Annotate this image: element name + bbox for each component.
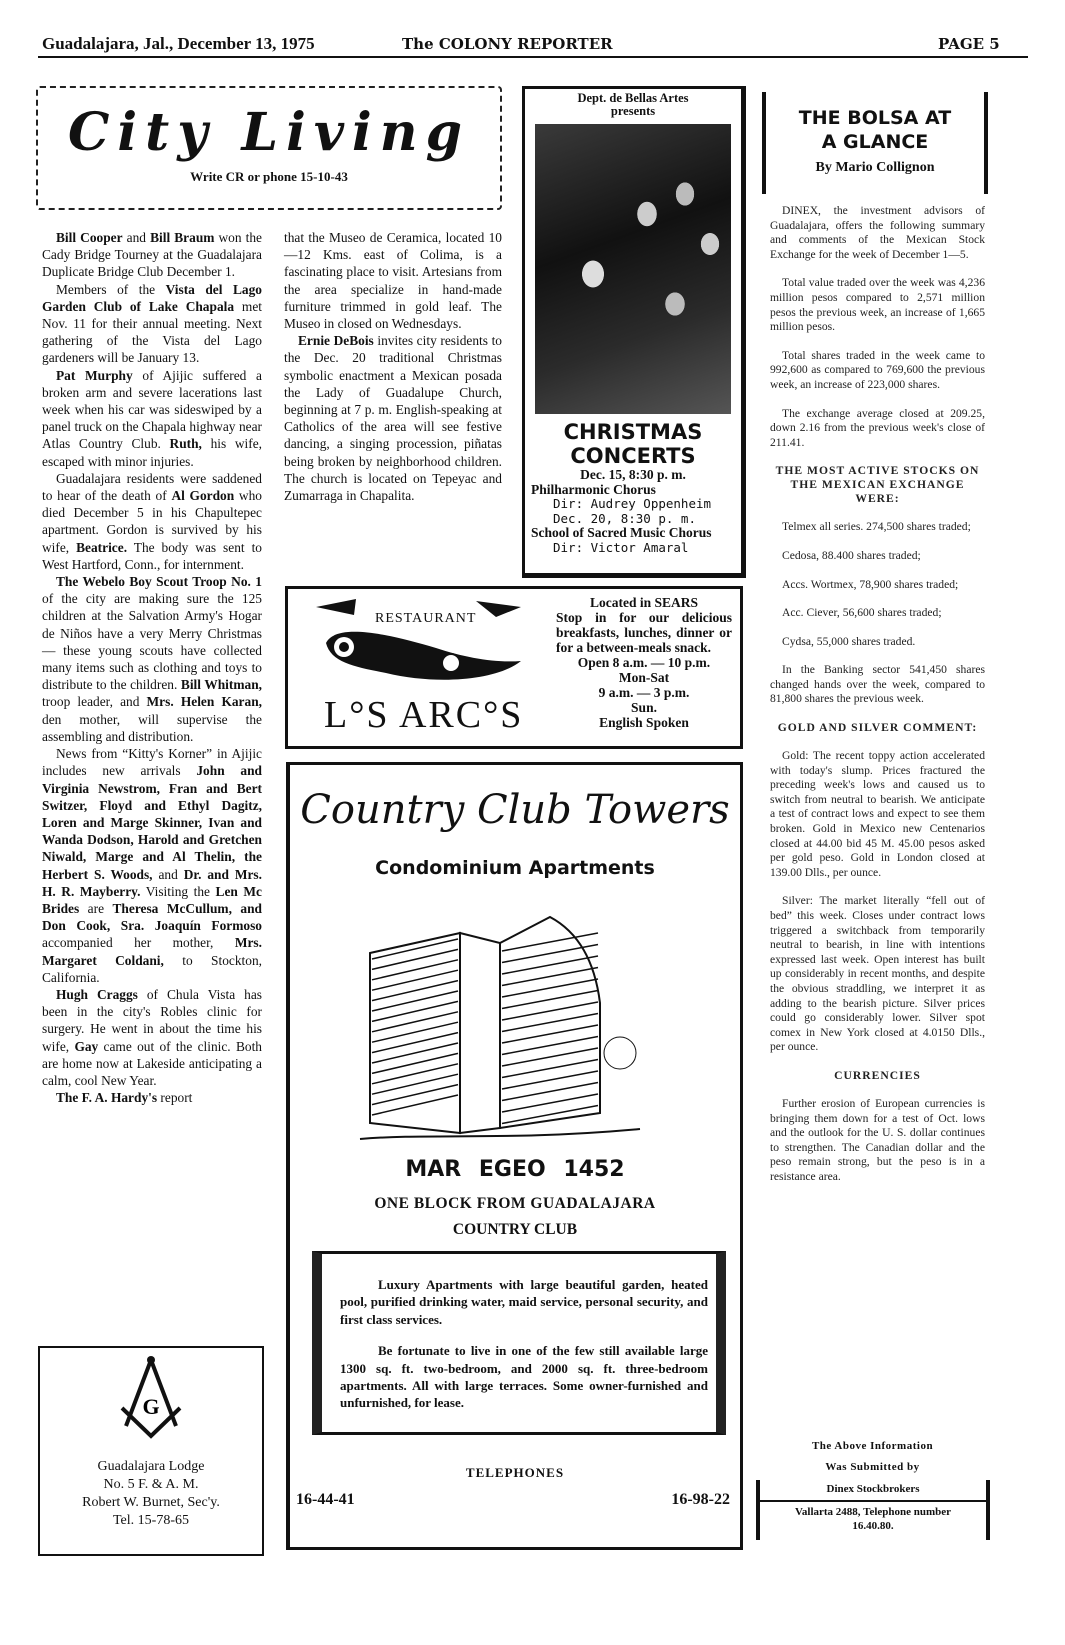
location-line1: ONE BLOCK FROM GUADALAJARA — [374, 1195, 656, 1212]
phone-1: 16-44-41 — [296, 1491, 355, 1508]
bold-name: Hugh Craggs — [56, 986, 138, 1002]
bold-name: Pat Murphy — [56, 367, 133, 383]
bold-name: The F. A. Hardy's — [56, 1090, 158, 1106]
article-paragraph — [42, 229, 262, 281]
dateline: Guadalajara, Jal., December 13, 1975 — [42, 34, 315, 53]
text-segment: of Ajijic suffered a broken arm and severe lacerations last week when his car was sideswiped by a panel truck on the Chapala highway near Atlas Country Club. — [42, 367, 262, 452]
weekday-hours: Open 8 a.m. — 10 p.m. — [577, 655, 711, 670]
text-segment: and — [152, 866, 184, 882]
section-heading: CURRENCIES — [834, 1068, 921, 1082]
telephones-label: TELEPHONES — [465, 1465, 565, 1480]
address: MAR EGEO 1452 — [405, 1157, 625, 1182]
text-segment: and — [122, 230, 151, 245]
presenter: Dept. de Bellas Artes — [577, 91, 689, 105]
square-and-compass-icon — [116, 1356, 186, 1442]
bolsa-header — [762, 92, 988, 194]
text-segment: that the Museo de Ceramica, located 10—12 Kms. east of Colima, is a fascinating place to visit. Artesians from the area specialize in hand-made furniture trimmed in gold leaf. The Museo in closed on Wednesdays. — [284, 230, 502, 332]
features-box — [312, 1251, 726, 1435]
lodge-number: No. 5 F. & A. M. — [103, 1477, 199, 1492]
lodge-secretary: Robert W. Burnet, Sec'y. — [82, 1495, 220, 1510]
byline: By Mario Collignon — [815, 160, 935, 175]
text-segment: accompanied her mother, — [42, 935, 235, 951]
bold-name: Vista del Lago Garden Club of Lake Chapala — [42, 281, 262, 314]
text-segment: Visiting the — [140, 883, 216, 899]
concert-line: Dir: Audrey Oppenheim — [553, 496, 712, 511]
article-paragraph — [42, 1089, 262, 1106]
bold-name: Ernie DeBois — [298, 333, 374, 349]
dinex-contact: Vallarta 2488, Telephone number — [760, 1500, 986, 1519]
credit-line2: Was Submitted by — [825, 1461, 920, 1473]
page-number: PAGE 5 — [938, 35, 1000, 53]
dinex-name: Dinex Stockbrokers — [826, 1483, 920, 1495]
bolsa-paragraph: Total shares traded in the week came to 992,600 as compared to 769,600 the previous week, an increase of 223,000 shares. — [770, 348, 985, 391]
location-line2: COUNTRY CLUB — [452, 1221, 578, 1238]
bold-name: Ruth, — [169, 436, 202, 452]
phone-2: 16-98-22 — [671, 1491, 730, 1508]
bold-name: Mrs. Margaret Coldani, — [42, 935, 262, 968]
sunday-label: Sun. — [631, 700, 657, 715]
bolsa-paragraph: Silver: The market literally “fell out of bed” this week. Closes under contract lows triggered a switchback from temporarily neutral to bearish, in line with intentions expressed last week. Open interest has built up considerably in recent months, and despite the obvious straddling, we interpret it as adding to the bearish picture. Silver prices could go considerably lower. Silver spot comex in New York closed at 4.0150 Dlls., per ounce. — [770, 894, 985, 1054]
language-note: English Spoken — [599, 715, 689, 730]
article-paragraph — [42, 470, 262, 573]
concerts-title-line1: CHRISTMAS — [563, 420, 703, 444]
article-paragraph — [42, 367, 262, 470]
text-segment: won the Cady Bridge Tourney at the Guadalajara Duplicate Bridge Club December 1. — [42, 230, 262, 280]
article-paragraph — [284, 332, 502, 504]
dinex-box — [756, 1480, 990, 1540]
location: Located in SEARS — [589, 595, 699, 610]
lodge-phone: Tel. 15-78-65 — [112, 1513, 189, 1528]
bold-name: Gay — [74, 1038, 99, 1054]
text-segment: den mother, will supervise the assembling and distribution. — [42, 711, 262, 744]
bolsa-paragraph: Further erosion of European currencies is bringing them down for a test of Oct. lows and the outlook for the U. S. dollar continues to strengthen. The Canadian dollar and the peso remain strong, but the peso is in a resistance area. — [770, 1096, 985, 1183]
bold-name: Beatrice. — [76, 539, 128, 555]
bolsa-body — [770, 204, 985, 1199]
text-segment: to Stockton, California. — [42, 952, 262, 985]
bold-name: Theresa McCullum, and Don Cook, Sra. Joaquín Formoso — [42, 900, 262, 934]
los-arcos-ad — [285, 586, 743, 749]
article-paragraph — [42, 745, 262, 986]
bold-name: Dr. and Mrs. H. R. Mayberry. — [42, 866, 262, 899]
paper-name: The COLONY REPORTER — [402, 35, 613, 53]
bolsa-paragraph: In the Banking sector 541,450 shares changed hands over the week, compared to 81,800 shares the previous week. — [770, 663, 985, 706]
bold-name: Al Gordon — [171, 488, 235, 504]
bolsa-credit — [760, 1436, 985, 1478]
text-segment: are — [79, 900, 113, 916]
concert-line: Dir: Victor Amaral — [553, 539, 689, 555]
bold-name: John and Virginia Newstrom, Fran and Bert Switzer, Floyd and Ethyl Dagitz, Loren and Marge Skinner, Ivan and Wanda Dodson, Harold and Gretchen Niwald, Marge and Al Thelin, the Herbert S. Woods, — [42, 763, 262, 882]
choir-photo — [535, 124, 731, 414]
concerts-title-line2: CONCERTS — [570, 444, 696, 468]
bold-name: The Webelo Boy Scout Troop No. 1 — [56, 574, 262, 590]
text-segment: his wife, escaped with minor injuries. — [42, 436, 262, 469]
bold-name: Bill Braum — [150, 230, 215, 245]
cornucopia-icon — [296, 593, 536, 693]
section-heading: THE MOST ACTIVE STOCKS ON THE MEXICAN EXCHANGE WERE: — [775, 464, 980, 506]
text-segment: of the city are making sure the 125 children at the Salvation Army's Hogar de Niños have a very Merry Christmas — these young scouts have collected many items such as clothing and toys to distribute to the children. — [42, 591, 262, 693]
christmas-concerts-ad — [522, 86, 746, 578]
article-paragraph — [42, 986, 262, 1089]
city-living-col2 — [284, 229, 502, 504]
concert-line: Dec. 15, 8:30 p. m. — [580, 467, 686, 482]
city-living-col1 — [42, 229, 262, 1106]
lodge-ad — [38, 1346, 264, 1556]
bold-name: Len Mc Brides — [42, 883, 262, 916]
concert-line: School of Sacred Music Chorus — [531, 525, 712, 540]
concert-line: Dec. 20, 8:30 p. m. — [553, 510, 696, 526]
bolsa-paragraph: The exchange average closed at 209.25, down 2.16 from the previous week's close of 211.41. — [770, 406, 985, 449]
bolsa-paragraph: Total value traded over the week was 4,236 million pesos compared to 2,571 million pesos the previous week, an increase of 1,665 million pesos. — [770, 276, 985, 334]
text-segment: Guadalajara residents were saddened to hear of the death of — [42, 470, 262, 504]
masthead-rule — [38, 56, 1028, 58]
bolsa-paragraph: Cydsa, 55,000 shares traded. — [782, 634, 916, 648]
bold-name: Bill Whitman, — [180, 677, 262, 693]
bolsa-title-line1: THE BOLSA AT — [798, 107, 952, 129]
lodge-name: Guadalajara Lodge — [97, 1459, 205, 1474]
section-heading: GOLD AND SILVER COMMENT: — [777, 721, 978, 735]
restaurant-label: RESTAURANT — [372, 611, 479, 627]
bolsa-paragraph: Gold: The recent toppy action accelerated with today's slump. Prices fractured the preceding week's lows and caused us to switch from neutral to bearish. We anticipate a test of contract lows and expect to see them broken. Gold in Mexico new Centenarios closed at 44.00 bid 45 M. 45.00 pesos asked per gold peso. Gold in London closed at 139.00 Dlls., per ounce. — [770, 749, 985, 879]
presents-label: presents — [610, 104, 656, 118]
emblem-letter: G — [142, 1394, 160, 1419]
article-paragraph — [42, 573, 262, 745]
restaurant-name: L°S ARC°S — [324, 694, 524, 736]
features-para: Luxury Apartments with large beautiful garden, heated pool, purified drinking water, maid service, personal security, and first class services. — [340, 1277, 708, 1327]
section-subtitle: Write CR or phone 15-10-43 — [190, 169, 348, 184]
text-segment: News from “Kitty's Korner” in Ajijic includes new arrivals — [42, 746, 262, 779]
ad-title: Country Club Towers — [300, 787, 730, 833]
text-segment: of Chula Vista has been in the city's Robles clinic for surgery. He went in about the time his wife, — [42, 986, 262, 1054]
section-title: City Living — [68, 102, 470, 163]
text-segment: report — [157, 1090, 193, 1106]
bolsa-title-line2: A GLANCE — [821, 131, 929, 153]
country-club-towers-ad — [286, 762, 743, 1550]
text-segment: invites city residents to the Dec. 20 traditional Christmas symbolic enactment a Mexican posada the Lady of Guadalupe Church, beginning at 7 p. m. English-speaking at Catholics of the area will see festive dancing, a singing procession, piñatas being broken by neighborhood children. The church is located on Tepeyac and Zumarraga in Chapalita. — [284, 333, 502, 504]
concert-line: Philharmonic Chorus — [531, 481, 656, 497]
concert-schedule — [525, 468, 741, 555]
bold-name: Bill Cooper — [56, 230, 123, 245]
text-segment: troop leader, and — [42, 694, 147, 710]
sunday-hours: 9 a.m. — 3 p.m. — [598, 685, 690, 700]
city-living-header — [36, 86, 502, 210]
dinex-phone: 16.40.80. — [852, 1520, 894, 1532]
building-illustration — [350, 903, 650, 1153]
bolsa-paragraph: Cedosa, 88.400 shares traded; — [782, 548, 921, 562]
bolsa-paragraph: Accs. Wortmex, 78,900 shares traded; — [782, 577, 959, 591]
text-segment: The body was sent to West Hartford, Conn., for internment. — [42, 539, 262, 572]
weekday-days: Mon-Sat — [618, 670, 670, 685]
text-segment: Members of the — [56, 281, 166, 297]
bold-name: Mrs. Helen Karan, — [146, 694, 262, 710]
article-paragraph — [284, 229, 502, 332]
text-segment: who died December 5 in his Chapultepec apartment. Gordon is survived by his wife, — [42, 488, 262, 555]
credit-line1: The Above Information — [811, 1440, 934, 1452]
bolsa-paragraph: Telmex all series. 274,500 shares traded; — [782, 520, 971, 534]
bolsa-paragraph: Acc. Ciever, 56,600 shares traded; — [782, 606, 942, 620]
text-segment: met Nov. 11 for their annual meeting. Next gathering of the Vista del Lago gardeners will be January 13. — [42, 298, 262, 366]
text-segment: came out of the clinic. Both are home now at Lakeside anticipating a calm, cool New Year. — [42, 1038, 262, 1088]
restaurant-blurb: Stop in for our delicious breakfasts, lunches, dinner or for a between-meals snack. — [556, 610, 732, 655]
article-paragraph — [42, 281, 262, 367]
availability-para: Be fortunate to live in one of the few still available large 1300 sq. ft. two-bedroom, and 2000 sq. ft. three-bedroom apartments. All with large terraces. Some owner-furnished and unfurnished, for lease. — [340, 1343, 708, 1411]
ad-subtitle: Condominium Apartments — [375, 857, 655, 879]
bolsa-paragraph: DINEX, the investment advisors of Guadalajara, offers the following summary and comments of the Mexican Stock Exchange for the week of December 1—5. — [770, 204, 985, 261]
